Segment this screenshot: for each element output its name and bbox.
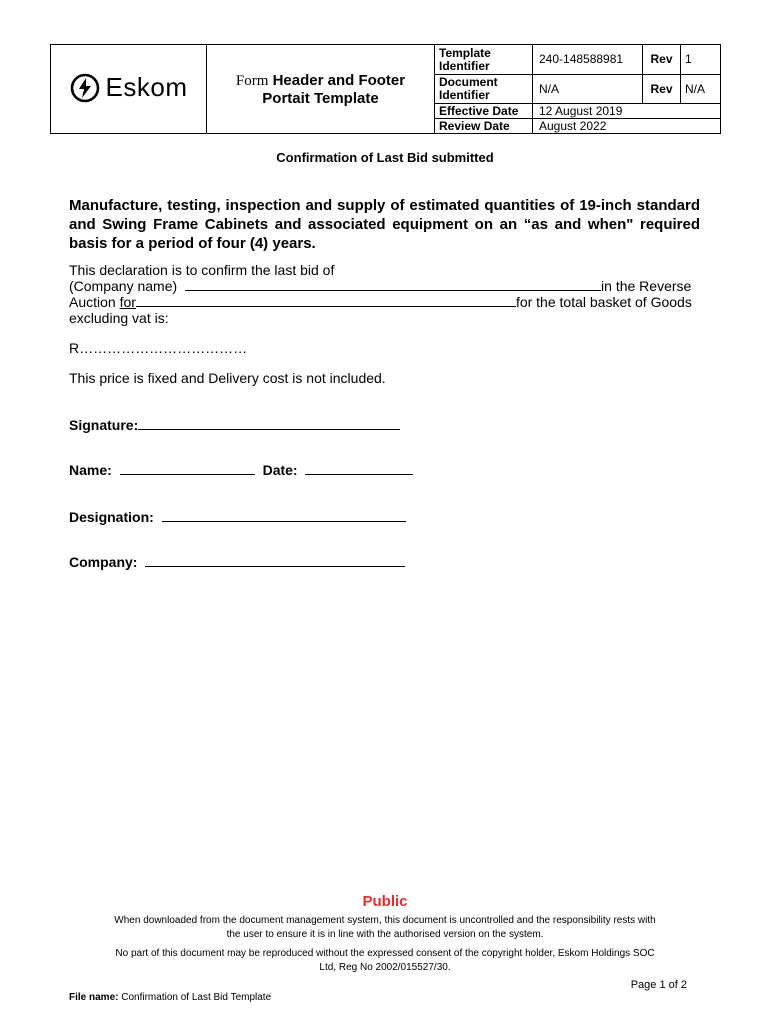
date-blank[interactable] bbox=[305, 463, 413, 475]
name-date-row bbox=[69, 462, 413, 478]
designation-label: Designation: bbox=[69, 509, 154, 525]
form-title bbox=[207, 45, 435, 134]
signature-row bbox=[69, 417, 400, 433]
rev-value-1: 1 bbox=[681, 45, 721, 75]
copyright-line1: No part of this document may be reproduced without the expressed consent of the copyright holder, Eskom Holdings SOC bbox=[115, 948, 655, 959]
header-table bbox=[50, 44, 721, 134]
declaration-line4: excluding vat is: bbox=[69, 310, 169, 326]
company-blank[interactable] bbox=[145, 555, 405, 567]
company-label: Company: bbox=[69, 554, 138, 570]
rev-value-2: N/A bbox=[681, 75, 721, 104]
file-name-label: File name: bbox=[69, 992, 119, 1003]
designation-row bbox=[69, 509, 406, 525]
rev-label-2: Rev bbox=[643, 75, 681, 104]
logo-cell bbox=[51, 45, 207, 134]
page-number: Page 1 of 2 bbox=[630, 979, 687, 991]
effective-date-label: Effective Date bbox=[435, 104, 533, 119]
basket-text: for the total basket of Goods bbox=[515, 294, 692, 310]
review-date-label: Review Date bbox=[435, 119, 533, 134]
file-name bbox=[69, 992, 271, 1003]
eskom-logo bbox=[70, 73, 188, 103]
signature-label: Signature: bbox=[69, 417, 139, 433]
amount-field[interactable]: R……………………………… bbox=[69, 340, 248, 356]
form-title-line2: Portait Template bbox=[262, 89, 379, 107]
disclaimer bbox=[40, 914, 730, 942]
classification-label: Public bbox=[362, 893, 408, 910]
document-identifier-value: N/A bbox=[533, 75, 643, 104]
declaration-line3 bbox=[69, 294, 701, 310]
copyright-line2: Ltd, Reg No 2002/015527/30. bbox=[319, 962, 451, 973]
price-note: This price is fixed and Delivery cost is not included. bbox=[69, 370, 386, 386]
disclaimer-line1: When downloaded from the document management system, this document is uncontrolled and the responsibility rests with bbox=[114, 915, 656, 926]
effective-date-value: 12 August 2019 bbox=[533, 104, 721, 119]
signature-blank[interactable] bbox=[138, 418, 400, 430]
form-prefix: Form bbox=[235, 72, 269, 89]
company-name-label: (Company name) bbox=[69, 278, 178, 294]
template-identifier-value: 240-148588981 bbox=[533, 45, 643, 75]
rev-label-1: Rev bbox=[643, 45, 681, 75]
eskom-logo-text: Eskom bbox=[105, 72, 188, 102]
disclaimer-line2: the user to ensure it is in line with the authorised version on the system. bbox=[226, 929, 544, 940]
name-blank[interactable] bbox=[120, 463, 255, 475]
designation-blank[interactable] bbox=[162, 510, 406, 522]
name-label: Name: bbox=[69, 462, 112, 478]
eskom-logo-icon bbox=[70, 73, 100, 103]
file-name-value: Confirmation of Last Bid Template bbox=[121, 992, 272, 1003]
date-label: Date: bbox=[262, 462, 298, 478]
tender-title: Manufacture, testing, inspection and supply of estimated quantities of 19-inch standard and Swing Frame Cabinets and associated equipment on an “as and when" required basis for a period of four (4) years. bbox=[69, 197, 700, 252]
company-row bbox=[69, 554, 405, 570]
declaration-line2 bbox=[69, 278, 701, 294]
for-text: for bbox=[119, 294, 136, 310]
review-date-value: August 2022 bbox=[533, 119, 721, 134]
reverse-text: in the Reverse bbox=[601, 278, 692, 294]
form-title-line1: Header and Footer bbox=[272, 71, 406, 89]
auction-blank[interactable] bbox=[136, 295, 516, 307]
copyright bbox=[40, 947, 730, 975]
document-heading: Confirmation of Last Bid submitted bbox=[276, 150, 494, 165]
template-identifier-label: Template Identifier bbox=[435, 45, 533, 75]
auction-text: Auction bbox=[69, 294, 116, 310]
document-identifier-label: Document Identifier bbox=[435, 75, 533, 104]
company-name-blank[interactable] bbox=[185, 279, 601, 291]
declaration-line1: This declaration is to confirm the last bid of bbox=[69, 262, 335, 278]
